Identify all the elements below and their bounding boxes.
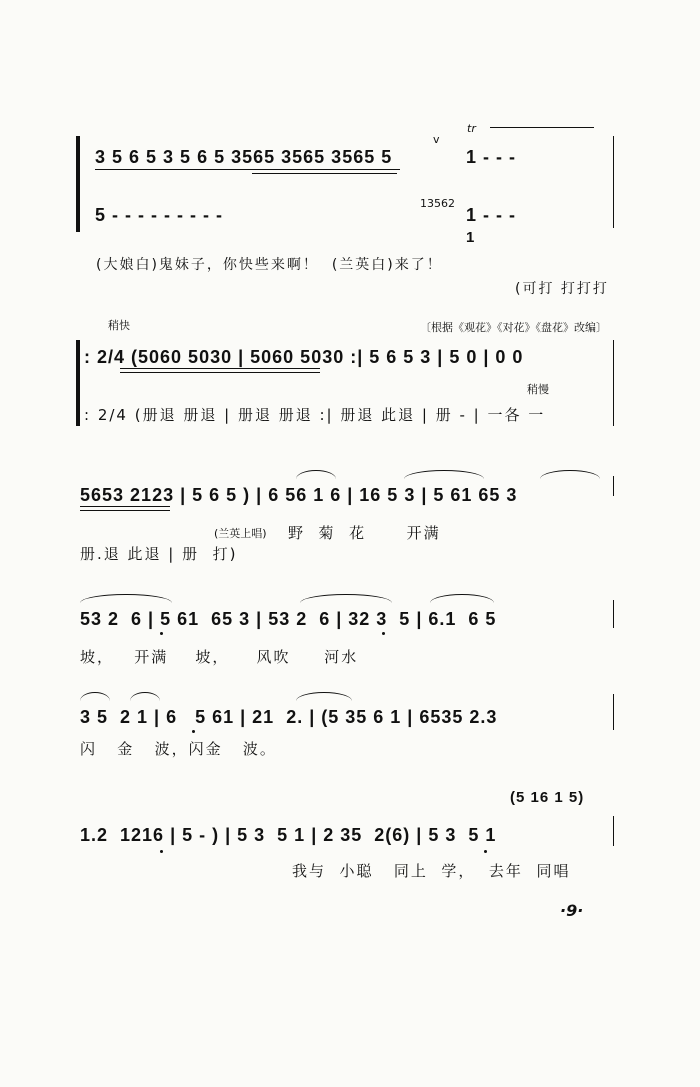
singer-cue: (兰英上唱): [214, 527, 267, 540]
octave-dot: [192, 730, 195, 733]
slur: [300, 594, 392, 603]
breath-mark: v: [433, 133, 440, 146]
variant-notes: (5 16 1 5): [510, 789, 585, 806]
lyrics: 坡， 开满 坡， 风吹 河水: [80, 648, 359, 666]
staff-lower-end2: 1: [466, 229, 476, 246]
staff-upper-end: 1 - - -: [466, 147, 516, 167]
melody-line: 3 5 2 1 | 6 5 61 | 21 2. | (5 35 6 1 | 6535 2.3: [80, 707, 498, 727]
slur: [296, 470, 336, 479]
barline: [613, 694, 614, 730]
trill-line: [490, 127, 594, 128]
beam: [80, 506, 170, 507]
barline: [613, 136, 614, 228]
grace-notes: 13562: [420, 197, 455, 210]
slur: [296, 692, 352, 701]
octave-dot: [382, 632, 385, 635]
dialog-line: (大娘白)鬼妹子，你快些来啊！ (兰英白)来了！: [96, 257, 443, 273]
page-number: ·9·: [560, 901, 584, 920]
slur: [80, 692, 110, 701]
beam: [80, 510, 170, 511]
barline: [613, 340, 614, 426]
slur: [404, 470, 484, 479]
slur: [540, 470, 600, 479]
octave-dot: [484, 850, 487, 853]
barline: [613, 600, 614, 628]
system-bracket: [76, 136, 80, 232]
lyrics: 闪 金 波，闪金 波。: [80, 740, 277, 758]
lyrics: 野 菊 花 开满: [288, 524, 441, 542]
melody-line: 1.2 1216 | 5 - ) | 5 3 5 1 | 2 35 2(6) | 5 3 5 1: [80, 825, 497, 845]
system-bracket: [76, 340, 80, 426]
staff-lower: : 2/4 (册退 册退 | 册退 册退 :| 册退 此退 | 册 - | 一各 一: [84, 406, 546, 424]
tempo-mark: 稍慢: [527, 383, 549, 396]
octave-dot: [160, 632, 163, 635]
barline: [613, 476, 614, 496]
staff-upper: 3 5 6 5 3 5 6 5 3565 3565 3565 5: [95, 147, 393, 167]
percussion-line: 册.退 此退 | 册 打): [80, 545, 238, 563]
octave-dot: [160, 850, 163, 853]
beam: [95, 169, 400, 170]
tempo-mark: 稍快: [108, 319, 130, 332]
melody-line: 53 2 6 | 5 61 65 3 | 53 2 6 | 32 3 5 | 6.1 6 5: [80, 609, 497, 629]
percussion-cue: (可打 打打打: [515, 281, 609, 297]
lyrics: 我与 小聪 同上 学， 去年 同唱: [292, 862, 571, 880]
slur: [430, 594, 494, 603]
slur: [130, 692, 160, 701]
melody-line: 5653 2123 | 5 6 5 ) | 6 56 1 6 | 16 5 3 | 5 61 65 3: [80, 485, 518, 505]
slur: [80, 594, 172, 603]
staff-lower-end: 1 - - -: [466, 205, 516, 225]
staff-lower: 5 - - - - - - - - -: [95, 205, 223, 225]
trill-mark: tr: [467, 122, 476, 135]
staff-upper: : 2/4 (5060 5030 | 5060 5030 :| 5 6 5 3 | 5 0 | 0 0: [84, 347, 524, 367]
beam: [120, 368, 320, 369]
source-note: 〔根据《观花》《对花》《盘花》改编〕: [420, 321, 607, 334]
beam: [120, 372, 320, 373]
barline: [613, 816, 614, 846]
beam: [252, 173, 397, 174]
